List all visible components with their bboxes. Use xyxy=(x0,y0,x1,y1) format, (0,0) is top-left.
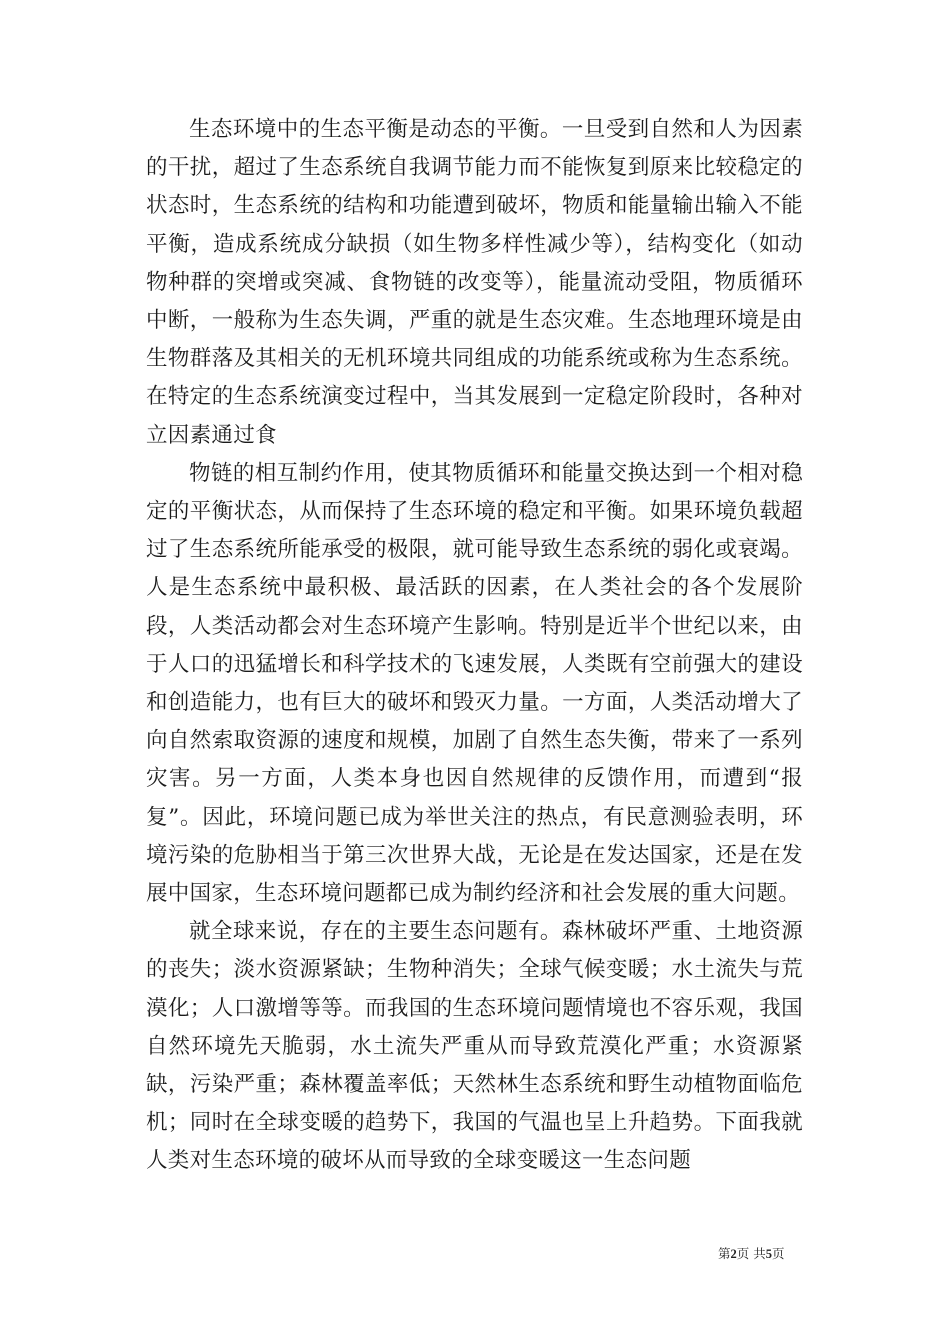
page-number xyxy=(718,1246,785,1262)
paragraph-3: 就全球来说，存在的主要生态问题有。森林破坏严重、土地资源的丧失；淡水资源紧缺；生物种消失；全球气候变暖；水土流失与荒漠化；人口激增等等。而我国的生态环境问题情境也不容乐观，我国自然环境先天脆弱，水土流失严重从而导致荒漠化严重；水资源紧缺，污染严重；森林覆盖率低；天然林生态系统和野生动植物面临危机；同时在全球变暖的趋势下，我国的气温也呈上升趋势。下面我就人类对生态环境的破坏从而导致的全球变暖这一生态问题 xyxy=(146,919,803,1174)
footer-current-page: 2 xyxy=(730,1247,737,1261)
footer-suffix: 页 xyxy=(772,1246,785,1261)
footer-prefix: 第 xyxy=(718,1246,731,1261)
footer-middle: 页 共 xyxy=(736,1246,766,1261)
paragraph-1: 生态环境中的生态平衡是动态的平衡。一旦受到自然和人为因素的干扰，超过了生态系统自我调节能力而不能恢复到原来比较稳定的状态时，生态系统的结构和功能遭到破坏，物质和能量输出输入不能平衡，造成系统成分缺损（如生物多样性减少等），结构变化（如动物种群的突增或突减、食物链的改变等），能量流动受阻，物质循环中断，一般称为生态失调，严重的就是生态灾难。生态地理环境是由生物群落及其相关的无机环境共同组成的功能系统或称为生态系统。在特定的生态系统演变过程中，当其发展到一定稳定阶段时，各种对立因素通过食 xyxy=(146,117,803,448)
footer-total-pages: 5 xyxy=(765,1247,772,1261)
body-text xyxy=(146,111,803,1181)
paragraph-2: 物链的相互制约作用，使其物质循环和能量交换达到一个相对稳定的平衡状态，从而保持了生态环境的稳定和平衡。如果环境负载超过了生态系统所能承受的极限，就可能导致生态系统的弱化或衰竭。人是生态系统中最积极、最活跃的因素，在人类社会的各个发展阶段，人类活动都会对生态环境产生影响。特别是近半个世纪以来，由于人口的迅猛增长和科学技术的飞速发展，人类既有空前强大的建设和创造能力，也有巨大的破坏和毁灭力量。一方面，人类活动增大了向自然索取资源的速度和规模，加剧了自然生态失衡，带来了一系列灾害。另一方面，人类本身也因自然规律的反馈作用，而遭到“报复”。因此，环境问题已成为举世关注的热点，有民意测验表明，环境污染的危胁相当于第三次世界大战，无论是在发达国家，还是在发展中国家，生态环境问题都已成为制约经济和社会发展的重大问题。 xyxy=(146,460,803,907)
